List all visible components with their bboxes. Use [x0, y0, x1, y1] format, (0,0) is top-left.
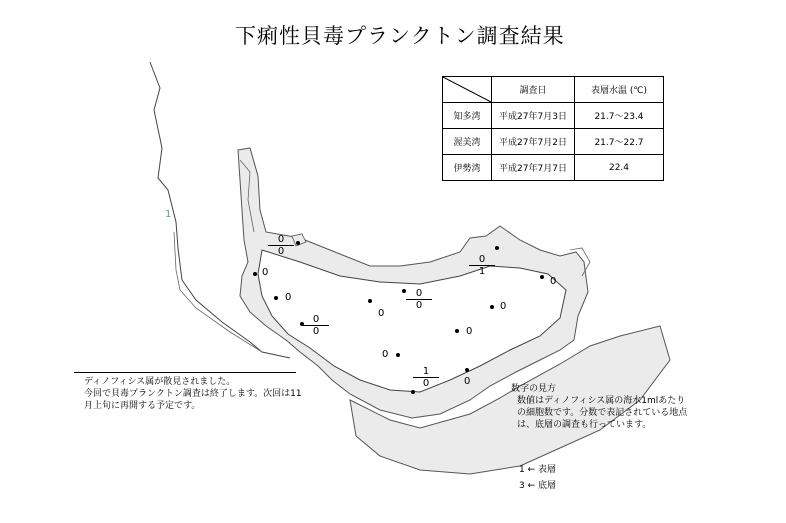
station-fraction [413, 366, 439, 389]
bottom-value: 0 [312, 326, 320, 337]
station-fraction [268, 234, 294, 257]
surface-value: 1 [413, 366, 439, 378]
row-temp: 21.7～22.7 [575, 129, 664, 155]
station-marker [253, 272, 257, 276]
reading-guide-body: 数値はディノフィシス属の海水1mlあたりの細胞数です。分数で表記されている地点は、底層の調査も行っています。 [517, 396, 688, 430]
station-value: 0 [262, 267, 269, 278]
station-fraction [469, 254, 495, 277]
station-marker [368, 299, 372, 303]
station-marker [495, 246, 499, 250]
bottom-value: 1 [478, 266, 486, 277]
station-marker [396, 353, 400, 357]
station-marker [465, 368, 469, 372]
station-marker [540, 275, 544, 279]
legend [519, 462, 556, 494]
surface-value: 0 [303, 314, 329, 326]
surface-value: 0 [469, 254, 495, 266]
bottom-value: 0 [422, 378, 430, 389]
row-area: 知多湾 [443, 103, 492, 129]
corner-diagonal [443, 77, 491, 102]
legend-bottom: 3 ← 底層 [519, 481, 556, 491]
row-area: 伊勢湾 [443, 155, 492, 181]
station-value: 0 [500, 301, 507, 312]
row-temp: 21.7～23.4 [575, 103, 664, 129]
header-temp: 表層水温 (℃) [575, 77, 664, 103]
station-value: 0 [550, 276, 557, 287]
station-value: 0 [464, 376, 471, 387]
station-value: 0 [285, 292, 292, 303]
station-marker [274, 296, 278, 300]
note-divider [74, 372, 296, 373]
station-marker [411, 390, 415, 394]
row-temp: 22.4 [575, 155, 664, 181]
row-date: 平成27年7月7日 [492, 155, 575, 181]
station-fraction [406, 288, 432, 311]
table-row [443, 129, 664, 155]
header-date: 調査日 [492, 77, 575, 103]
bottom-value: 0 [415, 300, 423, 311]
surface-value: 0 [268, 234, 294, 246]
note-line-1: ディノフィシス属が散見されました。 [84, 377, 236, 387]
station-marker [296, 241, 300, 245]
note-line-2: 今回で貝毒プランクトン調査は終了します。次回は11月上旬に再開する予定です。 [84, 389, 302, 411]
row-date: 平成27年7月2日 [492, 129, 575, 155]
station-value: 0 [378, 308, 385, 319]
station-fraction [303, 314, 329, 337]
reading-guide [511, 383, 691, 431]
row-date: 平成27年7月3日 [492, 103, 575, 129]
reading-guide-title: 数字の見方 [511, 384, 557, 394]
table-row [443, 103, 664, 129]
legend-surface: 1 ← 表層 [519, 465, 556, 475]
table-corner-cell [443, 77, 492, 103]
station-value: 0 [466, 326, 473, 337]
station-marker [490, 305, 494, 309]
page-title: 下痢性貝毒プランクトン調査結果 [235, 24, 565, 48]
station-value: 0 [382, 349, 389, 360]
row-area: 渥美湾 [443, 129, 492, 155]
bottom-value: 0 [277, 246, 285, 257]
station-value: 1 [165, 209, 172, 220]
station-marker [455, 329, 459, 333]
survey-table [442, 76, 664, 181]
surface-value: 0 [406, 288, 432, 300]
status-note [74, 376, 304, 412]
table-row [443, 155, 664, 181]
